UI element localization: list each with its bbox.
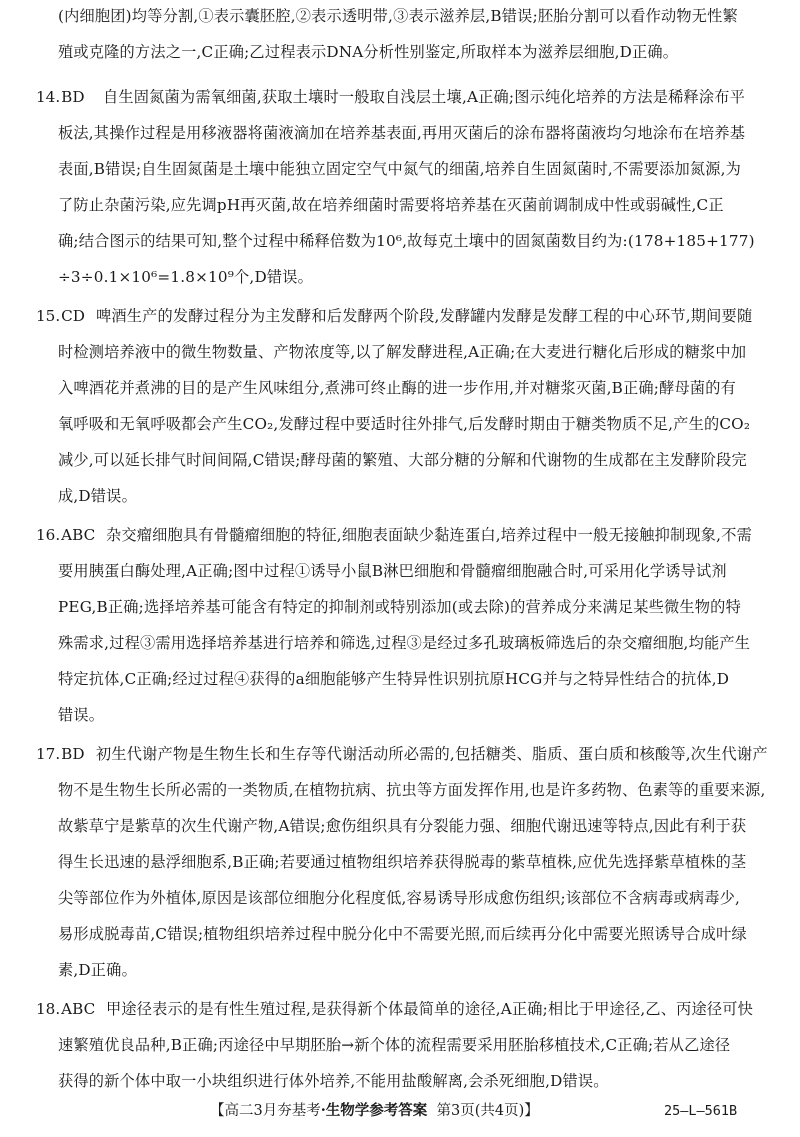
page-footer — [210, 1101, 539, 1121]
answer-line: ÷3÷0.1×10⁶=1.8×10⁹个,D错误。 — [58, 268, 313, 286]
answer-line: 故紫草宁是紫草的次生代谢产物,A错误;愈伤组织具有分裂能力强、细胞代谢迅速等特点,因此有利于获 — [58, 817, 747, 835]
answer-line: 成,D错误。 — [58, 487, 137, 505]
answer-key: CD — [61, 307, 85, 325]
answer-line: 尖等部位作为外植体,原因是该部位细胞分化程度低,容易诱导形成愈伤组织;该部位不含病毒或病毒少, — [58, 889, 741, 907]
footer-page-number: 第3页(共4页) — [436, 1103, 525, 1119]
answer-line: 殊需求,过程③需用选择培养基进行培养和筛选,过程③是经过多孔玻璃板筛选后的杂交瘤细胞,均能产生 — [58, 634, 751, 652]
continuation-line-2: 殖或克隆的方法之一,C正确;乙过程表示DNA分析性别鉴定,所取样本为滋养层细胞,D正确。 — [58, 43, 679, 61]
answer-line: 要用胰蛋白酶处理,A正确;图中过程①诱导小鼠B淋巴细胞和骨髓瘤细胞融合时,可采用化学诱导试剂 — [58, 562, 727, 580]
answer-key: BD — [61, 88, 85, 106]
answer-line: 自生固氮菌为需氧细菌,获取土壤时一般取自浅层土壤,A正确;图示纯化培养的方法是稀释涂布平 — [103, 88, 746, 106]
answer-line: 时检测培养液中的微生物数量、产物浓度等,以了解发酵进程,A正确;在大麦进行糖化后形成的糖浆中加 — [58, 343, 747, 361]
footer-subject: 生物学参考答案 — [325, 1102, 428, 1119]
footer-bracket: 【 — [210, 1103, 225, 1119]
question-number-label — [36, 744, 85, 764]
answer-line: PEG,B正确;选择培养基可能含有特定的抑制剂或特别添加(或去除)的营养成分来满足某些微生物的特 — [58, 598, 741, 616]
question-number-label — [36, 306, 85, 326]
answer-key: BD — [61, 745, 85, 763]
question-number: 15. — [36, 307, 61, 325]
question-number-label — [36, 999, 95, 1019]
answer-line: 氧呼吸和无氧呼吸都会产生CO₂,发酵过程中要适时往外排气,后发酵时期由于糖类物质不足,产生的CO₂ — [58, 415, 751, 433]
answer-line: 素,D正确。 — [58, 961, 137, 979]
footer-separator: · — [320, 1102, 326, 1119]
answer-line: 物不是生物生长所必需的一类物质,在植物抗病、抗虫等方面发挥作用,也是许多药物、色素等的重要来源, — [58, 781, 766, 799]
question-number-label — [36, 87, 85, 107]
answer-line: 获得的新个体中取一小块组织进行体外培养,不能用盐酸解离,会杀死细胞,D错误。 — [58, 1072, 609, 1090]
question-number: 17. — [36, 745, 61, 763]
answer-line: 确;结合图示的结果可知,整个过程中稀释倍数为10⁶,故每克土壤中的固氮菌数目约为:(178+185+177) — [58, 232, 755, 250]
answer-line: 错误。 — [58, 706, 105, 724]
answer-line: 初生代谢产物是生物生长和生存等代谢活动所必需的,包括糖类、脂质、蛋白质和核酸等,次生代谢产 — [96, 745, 768, 763]
answer-line: 特定抗体,C正确;经过过程④获得的a细胞能够产生特异性识别抗原HCG并与之特异性结合的抗体,D — [58, 670, 730, 688]
question-number: 16. — [36, 526, 61, 544]
answer-key: ABC — [61, 526, 96, 544]
answer-line: 表面,B错误;自生固氮菌是土壤中能独立固定空气中氮气的细菌,培养自生固氮菌时,不需要添加氮源,为 — [58, 160, 742, 178]
question-number: 14. — [36, 88, 61, 106]
footer-doc-code: 25—L—561B — [664, 1103, 738, 1119]
answer-line: 啤酒生产的发酵过程分为主发酵和后发酵两个阶段,发酵罐内发酵是发酵工程的中心环节,期间要随 — [96, 307, 753, 325]
answer-line: 板法,其操作过程是用移液器将菌液滴加在培养基表面,再用灭菌后的涂布器将菌液均匀地涂布在培养基 — [58, 124, 746, 142]
answer-line: 速繁殖优良品种,B正确;丙途径中早期胚胎→新个体的流程需要采用胚胎移植技术,C正确;若从乙途径 — [58, 1036, 731, 1054]
answer-line: 甲途径表示的是有性生殖过程,是获得新个体最简单的途径,A正确;相比于甲途径,乙、丙途径可快 — [106, 1000, 754, 1018]
answer-key: ABC — [61, 1000, 96, 1018]
question-number: 18. — [36, 1000, 61, 1018]
continuation-line-1: (内细胞团)均等分割,①表示囊胚腔,②表示透明带,③表示滋养层,B错误;胚胎分割可以看作动物无性繁 — [58, 7, 738, 25]
question-number-label — [36, 525, 95, 545]
footer-bracket: 】 — [524, 1103, 539, 1119]
answer-line: 减少,可以延长排气时间间隔,C错误;酵母菌的繁殖、大部分糖的分解和代谢物的生成都在主发酵阶段完 — [58, 451, 747, 469]
answer-line: 了防止杂菌污染,应先调pH再灭菌,故在培养细菌时需要将培养基在灭菌前调制成中性或弱碱性,C正 — [58, 196, 724, 214]
answer-line: 易形成脱毒苗,C错误;植物组织培养过程中脱分化中不需要光照,而后续再分化中需要光照诱导合成叶绿 — [58, 925, 747, 943]
footer-exam-name: 高二3月夯基考 — [224, 1103, 321, 1119]
answer-line: 得生长迅速的悬浮细胞系,B正确;若要通过植物组织培养获得脱毒的紫草植株,应优先选择紫草植株的茎 — [58, 853, 747, 871]
answer-line: 杂交瘤细胞具有骨髓瘤细胞的特征,细胞表面缺少黏连蛋白,培养过程中一般无接触抑制现象,不需 — [106, 526, 752, 544]
answer-line: 入啤酒花并煮沸的目的是产生风味组分,煮沸可终止酶的进一步作用,并对糖浆灭菌,B正确;酵母菌的有 — [58, 379, 737, 397]
